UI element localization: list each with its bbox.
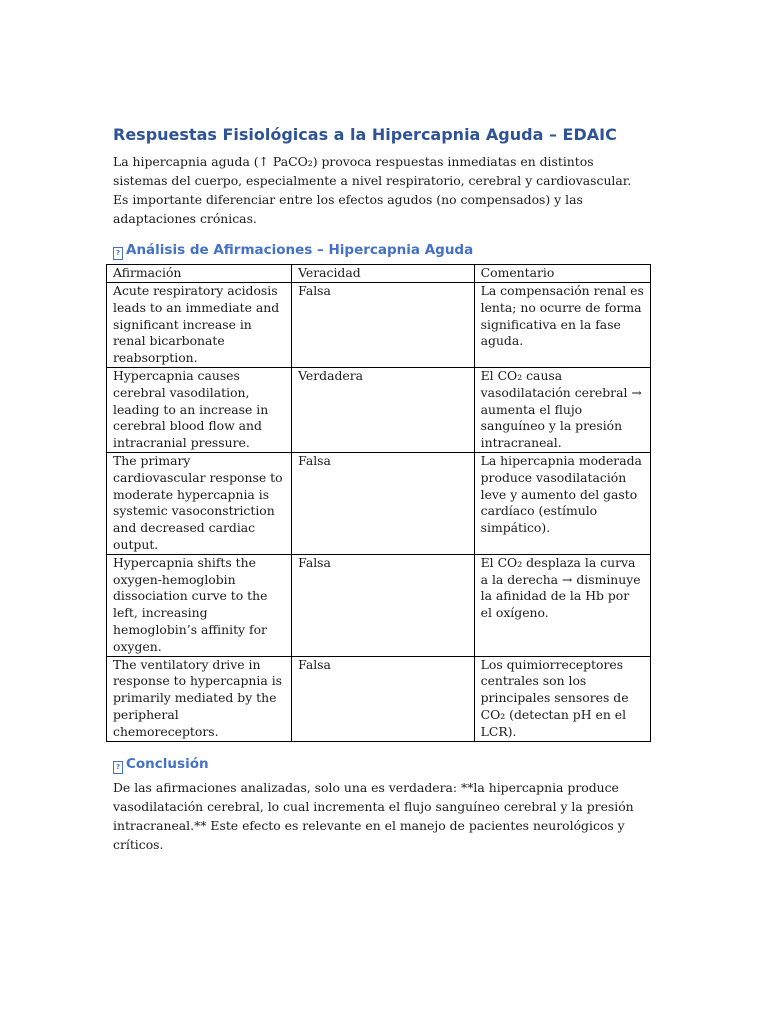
table-row (107, 367, 651, 452)
comment-cell: Los quimiorreceptores centrales son los principales sensores de CO₂ (detectan pH en el LCR). (474, 656, 650, 741)
table-header-row (107, 265, 651, 283)
document-title: Respuestas Fisiológicas a la Hipercapnia Aguda – EDAIC (113, 125, 617, 144)
header-verdict: Veracidad (292, 265, 475, 283)
analysis-heading-text: Análisis de Afirmaciones – Hipercapnia Aguda (126, 242, 474, 258)
comment-cell: El CO₂ causa vasodilatación cerebral → aumenta el flujo sanguíneo y la presión intracraneal. (474, 367, 650, 452)
verdict-cell: Falsa (292, 452, 475, 554)
header-claim: Afirmación (107, 265, 292, 283)
document-page (113, 124, 649, 854)
claims-table (106, 264, 651, 742)
comment-cell: La compensación renal es lenta; no ocurre de forma significativa en la fase aguda. (474, 283, 650, 368)
table-row (107, 554, 651, 656)
comment-cell: El CO₂ desplaza la curva a la derecha → disminuye la afinidad de la Hb por el oxígeno. (474, 554, 650, 656)
comment-cell: La hipercapnia moderada produce vasodilatación leve y aumento del gasto cardíaco (estímulo simpático). (474, 452, 650, 554)
conclusion-paragraph: De las afirmaciones analizadas, solo una es verdadera: **la hipercapnia produce vasodilatación cerebral, lo cual incrementa el flujo sanguíneo cerebral y la presión intracraneal.** Este efecto es relevante en el manejo de pacientes neurológicos y críticos. (113, 779, 634, 852)
conclusion-heading (113, 754, 649, 774)
table-row (107, 656, 651, 741)
claim-cell: Hypercapnia causes cerebral vasodilation, leading to an increase in cerebral blood flow and intracranial pressure. (107, 367, 292, 452)
claim-cell: Acute respiratory acidosis leads to an immediate and significant increase in renal bicarbonate reabsorption. (107, 283, 292, 368)
claim-cell: Hypercapnia shifts the oxygen-hemoglobin dissociation curve to the left, increasing hemoglobin’s affinity for oxygen. (107, 554, 292, 656)
analysis-heading (113, 240, 649, 260)
intro-paragraph: La hipercapnia aguda (↑ PaCO₂) provoca respuestas inmediatas en distintos sistemas del cuerpo, especialmente a nivel respiratorio, cerebral y cardiovascular. Es importante diferenciar entre los efectos agudos (no compensados) y las adaptaciones crónicas. (113, 154, 632, 226)
conclusion-heading-text: Conclusión (126, 755, 209, 772)
claim-cell: The primary cardiovascular response to moderate hypercapnia is systemic vasoconstriction and decreased cardiac output. (107, 452, 292, 554)
verdict-cell: Falsa (292, 656, 475, 741)
verdict-cell: Falsa (292, 554, 475, 656)
missing-glyph-icon: ? (113, 247, 123, 260)
verdict-cell: Falsa (292, 283, 475, 368)
verdict-cell: Verdadera (292, 367, 475, 452)
missing-glyph-icon: ? (113, 761, 123, 774)
header-comment: Comentario (474, 265, 650, 283)
table-row (107, 283, 651, 368)
claim-cell: The ventilatory drive in response to hypercapnia is primarily mediated by the peripheral chemoreceptors. (107, 656, 292, 741)
table-row (107, 452, 651, 554)
